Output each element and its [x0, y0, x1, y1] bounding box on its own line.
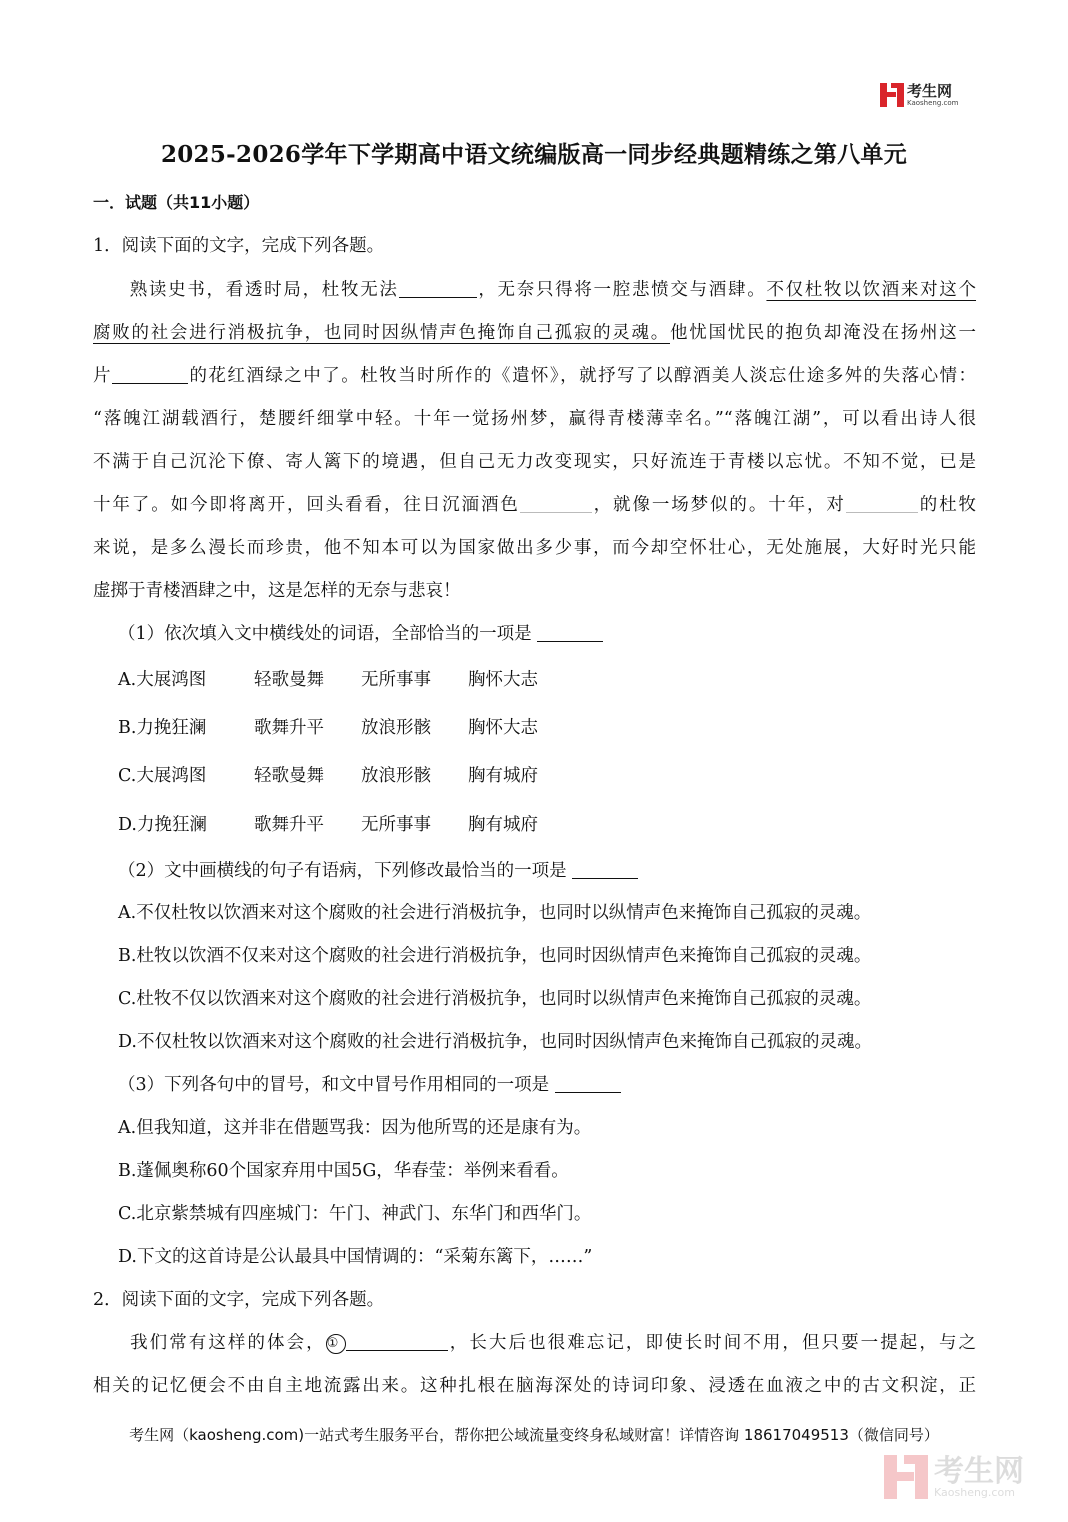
- blank-marker: ①: [326, 1334, 346, 1354]
- option-row: A.大展鸿图 轻歌曼舞 无所事事 胸怀大志: [118, 670, 538, 690]
- fill-blank: [112, 382, 188, 384]
- option-row: A.但我知道，这并非在借题骂我：因为他所骂的还是康有为。: [118, 1118, 592, 1138]
- q2-passage-line: 相关的记忆便会不由自主地流露出来。这种扎根在脑海深处的诗词印象、浸透在血液之中的古文积淀，正: [93, 1376, 976, 1396]
- fill-blank: [520, 511, 592, 513]
- brand-logo: [880, 80, 959, 110]
- q1-stem: 1．阅读下面的文字，完成下列各题。: [93, 236, 385, 256]
- logo-h-icon: [880, 83, 904, 107]
- underlined-sentence: 不仅杜牧以饮酒来对这个: [766, 280, 977, 300]
- q1-passage-line: 虚掷于青楼酒肆之中，这是怎样的无奈与悲哀！: [93, 581, 461, 601]
- sub-question-3: （3）下列各句中的冒号，和文中冒号作用相同的一项是: [118, 1071, 621, 1096]
- option-row: D.力挽狂澜 歌舞升平 无所事事 胸有城府: [118, 815, 538, 835]
- q1-passage-line: “落魄江湖载酒行，楚腰纤细掌中轻。十年一觉扬州梦，赢得青楼薄幸名。”“落魄江湖”，可以看出诗人很: [93, 409, 976, 429]
- underlined-sentence: 腐败的社会进行消极抗争，也同时因纵情声色掩饰自己孤寂的灵魂。: [93, 323, 670, 343]
- q1-passage-line: 腐败的社会进行消极抗争，也同时因纵情声色掩饰自己孤寂的灵魂。他忧国忧民的抱负却淹没在扬州这一: [93, 323, 976, 343]
- q1-passage-line: 不满于自己沉沦下僚、寄人篱下的境遇，但自己无力改变现实，只好流连于青楼以忘忧。不知不觉，已是: [93, 452, 976, 472]
- watermark: [884, 1455, 1024, 1499]
- q2-stem: 2．阅读下面的文字，完成下列各题。: [93, 1290, 385, 1310]
- option-row: B.蓬佩奥称60个国家弃用中国5G，华春莹：举例来看看。: [118, 1161, 569, 1181]
- fill-blank: [399, 296, 477, 298]
- q1-passage-line: 来说，是多么漫长而珍贵，他不知本可以为国家做出多少事，而今却空怀壮心，无处施展，大好时光只能: [93, 538, 976, 558]
- option-row: B.力挽狂澜 歌舞升平 放浪形骸 胸怀大志: [118, 718, 538, 738]
- answer-blank: [537, 640, 603, 642]
- section-heading: 一．试题（共11小题）: [93, 193, 260, 212]
- answer-blank: [572, 877, 638, 879]
- fill-blank: [346, 1349, 448, 1351]
- page-title: 2025-2026学年下学期高中语文统编版高一同步经典题精练之第八单元: [160, 141, 908, 168]
- watermark-logo-icon: [884, 1455, 928, 1499]
- option-row: C.大展鸿图 轻歌曼舞 放浪形骸 胸有城府: [118, 766, 538, 786]
- q1-passage-line: 熟读史书，看透时局，杜牧无法 ，无奈只得将一腔悲愤交与酒肆。不仅杜牧以饮酒来对这个: [128, 280, 977, 300]
- answer-blank: [555, 1091, 621, 1093]
- watermark-name: 考生网: [934, 1453, 1024, 1489]
- option-row: A.不仅杜牧以饮酒来对这个腐败的社会进行消极抗争，也同时以纵情声色来掩饰自己孤寂的灵魂。: [118, 903, 872, 923]
- option-row: D.不仅杜牧以饮酒来对这个腐败的社会进行消极抗争，也同时因纵情声色来掩饰自己孤寂的灵魂。: [118, 1032, 872, 1052]
- q2-passage-line: 我们常有这样的体会，① ，长大后也很难忘记，即使长时间不用，但只要一提起，与之: [128, 1333, 977, 1353]
- logo-url: Kaosheng.com: [907, 98, 959, 107]
- q1-passage-line: 十年了。如今即将离开，回头看看，往日沉湎酒色 ，就像一场梦似的。十年，对 的杜牧: [93, 495, 977, 515]
- watermark-url: Kaosheng.com: [934, 1485, 1015, 1499]
- page-footer: 考生网（kaosheng.com)一站式考生服务平台，帮你把公域流量变终身私域财富！详情咨询 18617049513（微信同号）: [129, 1426, 939, 1444]
- sub-question-2: （2）文中画横线的句子有语病，下列修改最恰当的一项是: [118, 857, 638, 882]
- fill-blank: [846, 511, 918, 513]
- q1-passage-line: 片 的花红酒绿之中了。杜牧当时所作的《遣怀》，就抒写了以醇酒美人淡忘仕途多舛的失落心情：: [93, 366, 977, 386]
- option-row: C.杜牧不仅以饮酒来对这个腐败的社会进行消极抗争，也同时以纵情声色来掩饰自己孤寂的灵魂。: [118, 989, 872, 1009]
- logo-name: 考生网: [907, 81, 953, 100]
- option-row: C.北京紫禁城有四座城门：午门、神武门、东华门和西华门。: [118, 1204, 592, 1224]
- option-row: D.下文的这首诗是公认最具中国情调的：“采菊东篱下，……”: [118, 1247, 593, 1267]
- option-row: B.杜牧以饮酒不仅来对这个腐败的社会进行消极抗争，也同时因纵情声色来掩饰自己孤寂的灵魂。: [118, 946, 872, 966]
- sub-question-1: （1）依次填入文中横线处的词语，全部恰当的一项是: [118, 620, 603, 645]
